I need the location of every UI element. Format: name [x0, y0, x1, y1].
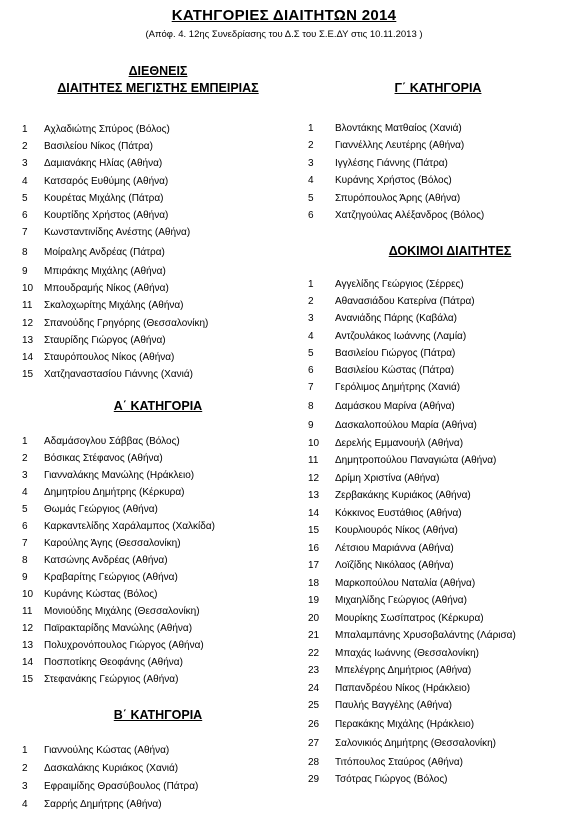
item-number: 7 — [308, 382, 314, 394]
list-item — [22, 589, 272, 603]
referee-name: Βασιλείου Νίκος (Πάτρα) — [44, 141, 153, 153]
document-subtitle: (Απόφ. 4. 12ης Συνεδρίασης του Δ.Σ του Σ.Ε.ΔΥ στις 10.11.2013 ) — [145, 29, 423, 40]
referee-name: Παυλής Βαγγέλης (Αθήνα) — [335, 700, 452, 712]
list-item — [22, 227, 272, 241]
list-item — [308, 665, 558, 679]
item-number: 13 — [22, 334, 34, 346]
item-number: 11 — [308, 455, 319, 467]
item-number: 6 — [22, 521, 28, 532]
item-number: 1 — [22, 436, 28, 447]
referee-name: Αντζουλάκος Ιωάννης (Λαμία) — [335, 330, 467, 342]
referee-name: Σκαλοχωρίτης Μιχάλης (Αθήνα) — [44, 300, 184, 312]
list-item — [22, 124, 272, 138]
referee-name: Κουρέτας Μιχάλης (Πάτρα) — [44, 192, 164, 204]
item-number: 9 — [308, 420, 314, 432]
list-item — [22, 657, 272, 671]
item-number: 6 — [22, 210, 28, 221]
list-item — [308, 757, 558, 771]
referee-name: Αθανασιάδου Κατερίνα (Πάτρα) — [335, 296, 475, 308]
item-number: 11 — [22, 300, 33, 312]
item-number: 2 — [22, 141, 28, 153]
referee-name: Σαρρής Δημήτρης (Αθήνα) — [44, 799, 162, 810]
international-heading-line1: ΔΙΕΘΝΕΙΣ — [128, 64, 188, 78]
item-number: 4 — [22, 487, 28, 498]
document-title: ΚΑΤΗΓΟΡΙΕΣ ΔΙΑΙΤΗΤΩΝ 2014 — [171, 7, 397, 24]
list-item — [308, 473, 558, 487]
list-item — [22, 210, 272, 224]
list-item — [308, 296, 558, 310]
referee-name: Μιχαηλίδης Γεώργιος (Αθήνα) — [335, 595, 467, 607]
item-number: 11 — [22, 606, 33, 617]
referee-name: Βλοντάκης Ματθαίος (Χανιά) — [335, 123, 462, 134]
referee-name: Γιανναλάκης Μανώλης (Ηράκλειο) — [44, 470, 195, 481]
list-item — [22, 369, 272, 383]
referee-name: Κουρτίδης Χρήστος (Αθήνα) — [44, 210, 169, 221]
list-item — [308, 648, 558, 662]
list-item — [22, 799, 272, 813]
trainee-heading: ΔΟΚΙΜΟΙ ΔΙΑΙΤΗΤΕΣ — [388, 244, 512, 258]
referee-name: Κόκκινος Ευστάθιος (Αθήνα) — [335, 507, 462, 519]
list-item — [22, 504, 272, 518]
category-a-heading: Α΄ ΚΑΤΗΓΟΡΙΑ — [113, 399, 203, 413]
list-item — [22, 674, 272, 688]
international-heading-line2: ΔΙΑΙΤΗΤΕΣ ΜΕΓΙΣΤΗΣ ΕΜΠΕΙΡΙΑΣ — [57, 81, 259, 95]
referee-name: Μπαλαμπάνης Χρυσοβαλάντης (Λάρισα) — [335, 630, 516, 642]
referee-name: Δαμιανάκης Ηλίας (Αθήνα) — [44, 158, 163, 170]
referee-name: Δημητρίου Δημήτρης (Κέρκυρα) — [44, 487, 185, 498]
list-item — [22, 606, 272, 620]
referee-name: Γιαννέλλης Λευτέρης (Αθήνα) — [335, 140, 465, 152]
referee-name: Πολυχρονόπουλος Γιώργος (Αθήνα) — [44, 640, 204, 651]
item-number: 14 — [308, 507, 320, 519]
list-item — [308, 774, 558, 788]
item-number: 7 — [22, 227, 28, 239]
list-item — [22, 335, 272, 349]
item-number: 25 — [308, 700, 320, 712]
item-number: 4 — [308, 330, 314, 342]
referee-name: Θωμάς Γεώργιος (Αθήνα) — [44, 504, 158, 515]
list-item — [308, 210, 558, 224]
list-item — [308, 382, 558, 396]
referee-name: Λέτσιου Μαριάννα (Αθήνα) — [335, 542, 454, 554]
list-item — [308, 490, 558, 504]
item-number: 1 — [308, 123, 314, 134]
item-number: 8 — [22, 555, 28, 566]
referee-name: Δερελής Εμμανουήλ (Αθήνα) — [335, 437, 464, 449]
list-item — [22, 781, 272, 795]
list-item — [22, 318, 272, 332]
item-number: 9 — [22, 572, 28, 583]
referee-name: Μπελέγρης Δημήτριος (Αθήνα) — [335, 665, 472, 677]
referee-name: Σαλονικιός Δημήτρης (Θεσσαλονίκη) — [335, 737, 497, 749]
item-number: 12 — [22, 317, 34, 329]
list-item — [308, 719, 558, 733]
list-item — [308, 700, 558, 714]
item-number: 24 — [308, 682, 320, 694]
item-number: 4 — [22, 799, 28, 810]
item-number: 20 — [308, 612, 320, 624]
item-number: 10 — [308, 437, 320, 449]
referee-name: Καρούλης Άγης (Θεσσαλονίκη) — [44, 538, 181, 549]
item-number: 16 — [308, 542, 320, 554]
list-item — [308, 331, 558, 345]
referee-name: Βόσικας Στέφανος (Αθήνα) — [44, 453, 163, 464]
referee-name: Μπιράκης Μιχάλης (Αθήνα) — [44, 265, 166, 277]
referee-name: Αδαμάσογλου Σάββας (Βόλος) — [44, 436, 180, 447]
item-number: 4 — [308, 175, 314, 187]
referee-name: Κυράνης Κώστας (Βόλος) — [44, 589, 158, 600]
list-item — [308, 683, 558, 697]
referee-name: Περακάκης Μιχάλης (Ηράκλειο) — [335, 718, 475, 730]
referee-name: Κατσώνης Ανδρέας (Αθήνα) — [44, 555, 168, 566]
item-number: 27 — [308, 737, 320, 749]
item-number: 3 — [308, 313, 314, 325]
referee-name: Λοϊζίδης Νικόλαος (Αθήνα) — [335, 560, 454, 572]
category-c-heading: Γ΄ ΚΑΤΗΓΟΡΙΑ — [394, 81, 482, 95]
list-item — [308, 543, 558, 557]
list-item — [308, 738, 558, 752]
list-item — [308, 401, 558, 415]
referee-name: Μπουδραμής Νίκος (Αθήνα) — [44, 283, 169, 295]
list-item — [22, 193, 272, 207]
list-item — [22, 745, 272, 759]
list-item — [22, 266, 272, 280]
list-item — [308, 595, 558, 609]
referee-name: Δασκαλοπούλου Μαρία (Αθήνα) — [335, 420, 477, 432]
list-item — [22, 521, 272, 535]
list-item — [308, 313, 558, 327]
referee-name: Δασκαλάκης Κυριάκος (Χανιά) — [44, 763, 179, 774]
item-number: 19 — [308, 595, 320, 607]
referee-name: Μονιούδης Μιχάλης (Θεσσαλονίκη) — [44, 606, 200, 617]
item-number: 2 — [22, 763, 28, 774]
item-number: 15 — [22, 369, 34, 381]
list-item — [22, 538, 272, 552]
item-number: 4 — [22, 175, 28, 187]
referee-name: Αγγελίδης Γεώργιος (Σέρρες) — [335, 279, 464, 290]
list-item — [308, 525, 558, 539]
list-item — [308, 193, 558, 207]
referee-name: Εφραιμίδης Θρασύβουλος (Πάτρα) — [44, 781, 199, 792]
referee-name: Γερόλιμος Δημήτρης (Χανιά) — [335, 382, 461, 394]
referee-name: Χατζηγούλας Αλέξανδρος (Βόλος) — [335, 210, 485, 221]
item-number: 3 — [22, 781, 28, 792]
referee-name: Παϊρακταρίδης Μανώλης (Αθήνα) — [44, 623, 193, 634]
referee-name: Ζερβακάκης Κυριάκος (Αθήνα) — [335, 490, 471, 502]
item-number: 5 — [22, 192, 28, 204]
list-item — [308, 158, 558, 172]
list-item — [22, 436, 272, 450]
list-item — [22, 352, 272, 366]
item-number: 5 — [308, 192, 314, 204]
item-number: 12 — [22, 623, 34, 634]
referee-name: Σταυρόπουλος Νίκος (Αθήνα) — [44, 351, 175, 363]
list-item — [22, 247, 272, 261]
item-number: 6 — [308, 210, 314, 221]
list-item — [22, 158, 272, 172]
referee-name: Καρκαντελίδης Χαράλαμπος (Χαλκίδα) — [44, 521, 215, 532]
referee-name: Κατσαρός Ευθύμης (Αθήνα) — [44, 175, 169, 187]
referee-name: Μουρίκης Σωσίπατρος (Κέρκυρα) — [335, 612, 484, 624]
referee-name: Κραβαρίτης Γεώργιος (Αθήνα) — [44, 572, 178, 583]
item-number: 2 — [308, 296, 314, 308]
item-number: 8 — [22, 246, 28, 258]
list-item — [308, 560, 558, 574]
item-number: 5 — [22, 504, 28, 515]
list-item — [308, 365, 558, 379]
list-item — [308, 279, 558, 293]
item-number: 1 — [22, 124, 28, 135]
list-item — [22, 470, 272, 484]
referee-name: Γιαννούλης Κώστας (Αθήνα) — [44, 745, 170, 756]
category-b-heading: Β΄ ΚΑΤΗΓΟΡΙΑ — [113, 708, 203, 722]
item-number: 14 — [22, 657, 34, 668]
list-item — [22, 572, 272, 586]
referee-name: Βασιλείου Κώστας (Πάτρα) — [335, 365, 455, 376]
item-number: 14 — [22, 351, 34, 363]
list-item — [22, 300, 272, 314]
item-number: 28 — [308, 756, 320, 768]
item-number: 12 — [308, 472, 320, 484]
item-number: 3 — [22, 158, 28, 170]
referee-name: Δρίμη Χριστίνα (Αθήνα) — [335, 472, 440, 484]
referee-name: Βασιλείου Γιώργος (Πάτρα) — [335, 347, 456, 359]
list-item — [308, 630, 558, 644]
list-item — [22, 487, 272, 501]
list-item — [308, 175, 558, 189]
list-item — [22, 763, 272, 777]
list-item — [308, 578, 558, 592]
item-number: 26 — [308, 718, 320, 730]
list-item — [308, 438, 558, 452]
referee-name: Σταυρίδης Γιώργος (Αθήνα) — [44, 334, 166, 346]
item-number: 7 — [22, 538, 28, 549]
list-item — [22, 623, 272, 637]
referee-name: Κωνσταντινίδης Ανέστης (Αθήνα) — [44, 227, 191, 239]
item-number: 1 — [308, 279, 314, 290]
referee-name: Μοίραλης Ανδρέας (Πάτρα) — [44, 246, 165, 258]
item-number: 2 — [22, 453, 28, 464]
referee-name: Χατζηαναστασίου Γιάννης (Χανιά) — [44, 369, 193, 381]
referee-name: Μαρκοπούλου Ναταλία (Αθήνα) — [335, 577, 476, 589]
item-number: 18 — [308, 577, 320, 589]
referee-name: Τσότρας Γιώργος (Βόλος) — [335, 774, 448, 786]
item-number: 1 — [22, 745, 28, 756]
item-number: 8 — [308, 401, 314, 413]
item-number: 17 — [308, 560, 320, 572]
referee-name: Παπανδρέου Νίκος (Ηράκλειο) — [335, 682, 471, 694]
referee-name: Τιτόπουλος Σταύρος (Αθήνα) — [335, 756, 463, 768]
referee-name: Σπανούδης Γρηγόρης (Θεσσαλονίκη) — [44, 317, 209, 329]
item-number: 13 — [22, 640, 34, 651]
referee-name: Κουρλιουρός Νίκος (Αθήνα) — [335, 525, 458, 537]
list-item — [308, 140, 558, 154]
list-item — [308, 613, 558, 627]
list-item — [22, 283, 272, 297]
referee-name: Μπαχάς Ιωάννης (Θεσσαλονίκη) — [335, 647, 479, 659]
item-number: 9 — [22, 265, 28, 277]
referee-name: Δημητροπούλου Παναγιώτα (Αθήνα) — [335, 455, 497, 467]
list-item — [308, 348, 558, 362]
item-number: 10 — [22, 589, 34, 600]
list-item — [308, 455, 558, 469]
item-number: 5 — [308, 347, 314, 359]
item-number: 13 — [308, 490, 320, 502]
item-number: 21 — [308, 630, 320, 642]
referee-name: Αχλαδιώτης Σπύρος (Βόλος) — [44, 124, 170, 135]
list-item — [22, 176, 272, 190]
referee-name: Δαμάσκου Μαρίνα (Αθήνα) — [335, 401, 455, 413]
list-item — [308, 123, 558, 137]
item-number: 29 — [308, 774, 320, 786]
list-item — [22, 453, 272, 467]
referee-name: Κυράνης Χρήστος (Βόλος) — [335, 175, 452, 187]
referee-name: Στεφανάκης Γεώργιος (Αθήνα) — [44, 674, 179, 685]
item-number: 3 — [22, 470, 28, 481]
item-number: 3 — [308, 157, 314, 169]
referee-name: Ποσποτίκης Θεοφάνης (Αθήνα) — [44, 657, 183, 668]
list-item — [22, 640, 272, 654]
list-item — [22, 555, 272, 569]
referee-name: Ιγγλέσης Γιάννης (Πάτρα) — [335, 157, 448, 169]
item-number: 10 — [22, 283, 34, 295]
item-number: 2 — [308, 140, 314, 152]
list-item — [308, 508, 558, 522]
item-number: 6 — [308, 365, 314, 376]
item-number: 22 — [308, 647, 320, 659]
list-item — [22, 141, 272, 155]
referee-name: Σπυρόπουλος Άρης (Αθήνα) — [335, 192, 461, 204]
item-number: 15 — [22, 674, 34, 685]
item-number: 23 — [308, 665, 320, 677]
item-number: 15 — [308, 525, 320, 537]
referee-name: Ανανιάδης Πάρης (Καβάλα) — [335, 313, 458, 325]
list-item — [308, 420, 558, 434]
